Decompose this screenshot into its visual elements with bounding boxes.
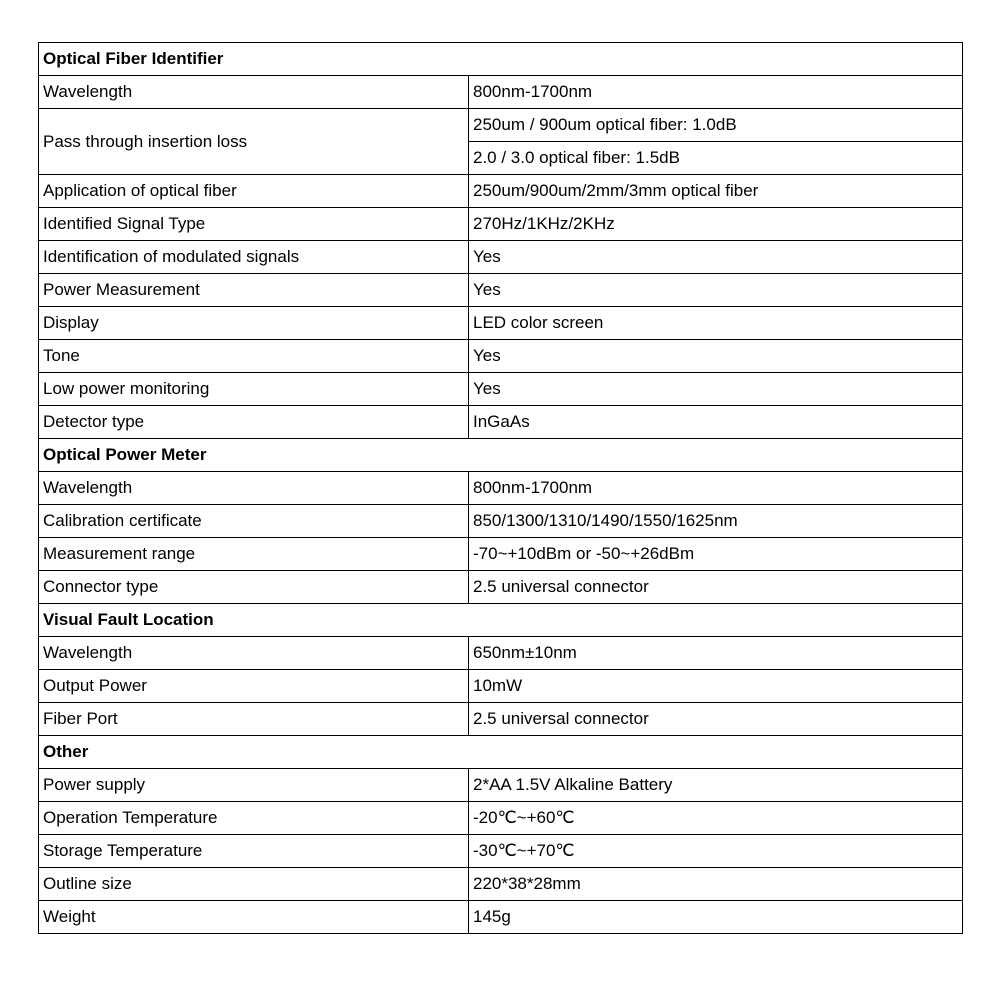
spec-row: [39, 109, 963, 142]
spec-value: LED color screen: [469, 307, 963, 340]
section-title: Optical Fiber Identifier: [39, 43, 963, 76]
spec-label: Output Power: [39, 670, 469, 703]
spec-value: 2.5 universal connector: [469, 703, 963, 736]
spec-label: Tone: [39, 340, 469, 373]
spec-label: Outline size: [39, 868, 469, 901]
spec-row: [39, 472, 963, 505]
spec-label: Identification of modulated signals: [39, 241, 469, 274]
spec-label: Detector type: [39, 406, 469, 439]
spec-row: [39, 340, 963, 373]
spec-value: 145g: [469, 901, 963, 934]
spec-row: [39, 406, 963, 439]
spec-value: 2*AA 1.5V Alkaline Battery: [469, 769, 963, 802]
spec-label: Display: [39, 307, 469, 340]
spec-label: Storage Temperature: [39, 835, 469, 868]
spec-row: [39, 835, 963, 868]
section-title: Visual Fault Location: [39, 604, 963, 637]
spec-value: Yes: [469, 241, 963, 274]
spec-label: Calibration certificate: [39, 505, 469, 538]
spec-value: Yes: [469, 274, 963, 307]
spec-label: Power Measurement: [39, 274, 469, 307]
spec-value: Yes: [469, 340, 963, 373]
section-header-row: [39, 604, 963, 637]
spec-label: Measurement range: [39, 538, 469, 571]
spec-value: 250um/900um/2mm/3mm optical fiber: [469, 175, 963, 208]
spec-row: [39, 868, 963, 901]
spec-row: [39, 505, 963, 538]
spec-value: -30℃~+70℃: [469, 835, 963, 868]
spec-value: 10mW: [469, 670, 963, 703]
spec-row: [39, 241, 963, 274]
spec-row: [39, 373, 963, 406]
spec-value: 250um / 900um optical fiber: 1.0dB: [469, 109, 963, 142]
spec-value: 850/1300/1310/1490/1550/1625nm: [469, 505, 963, 538]
spec-row: [39, 670, 963, 703]
spec-row: [39, 901, 963, 934]
spec-value: InGaAs: [469, 406, 963, 439]
spec-row: [39, 274, 963, 307]
spec-row: [39, 175, 963, 208]
spec-row: [39, 637, 963, 670]
spec-row: [39, 307, 963, 340]
spec-value: 800nm-1700nm: [469, 76, 963, 109]
section-title: Optical Power Meter: [39, 439, 963, 472]
spec-label: Pass through insertion loss: [39, 109, 469, 175]
spec-label: Weight: [39, 901, 469, 934]
spec-label: Fiber Port: [39, 703, 469, 736]
spec-label: Connector type: [39, 571, 469, 604]
spec-row: [39, 208, 963, 241]
section-header-row: [39, 439, 963, 472]
spec-label: Identified Signal Type: [39, 208, 469, 241]
spec-row: [39, 802, 963, 835]
section-header-row: [39, 736, 963, 769]
spec-value: 650nm±10nm: [469, 637, 963, 670]
spec-label: Wavelength: [39, 76, 469, 109]
spec-row: [39, 571, 963, 604]
spec-label: Wavelength: [39, 472, 469, 505]
section-title: Other: [39, 736, 963, 769]
spec-label: Low power monitoring: [39, 373, 469, 406]
spec-value: 2.0 / 3.0 optical fiber: 1.5dB: [469, 142, 963, 175]
spec-value: 800nm-1700nm: [469, 472, 963, 505]
spec-value: 270Hz/1KHz/2KHz: [469, 208, 963, 241]
spec-value: 2.5 universal connector: [469, 571, 963, 604]
spec-value: -70~+10dBm or -50~+26dBm: [469, 538, 963, 571]
spec-row: [39, 76, 963, 109]
spec-label: Power supply: [39, 769, 469, 802]
spec-label: Application of optical fiber: [39, 175, 469, 208]
spec-row: [39, 538, 963, 571]
spec-row: [39, 769, 963, 802]
spec-label: Wavelength: [39, 637, 469, 670]
spec-value: Yes: [469, 373, 963, 406]
spec-table: [38, 42, 963, 934]
spec-row: [39, 703, 963, 736]
section-header-row: [39, 43, 963, 76]
spec-value: -20℃~+60℃: [469, 802, 963, 835]
spec-value: 220*38*28mm: [469, 868, 963, 901]
spec-label: Operation Temperature: [39, 802, 469, 835]
